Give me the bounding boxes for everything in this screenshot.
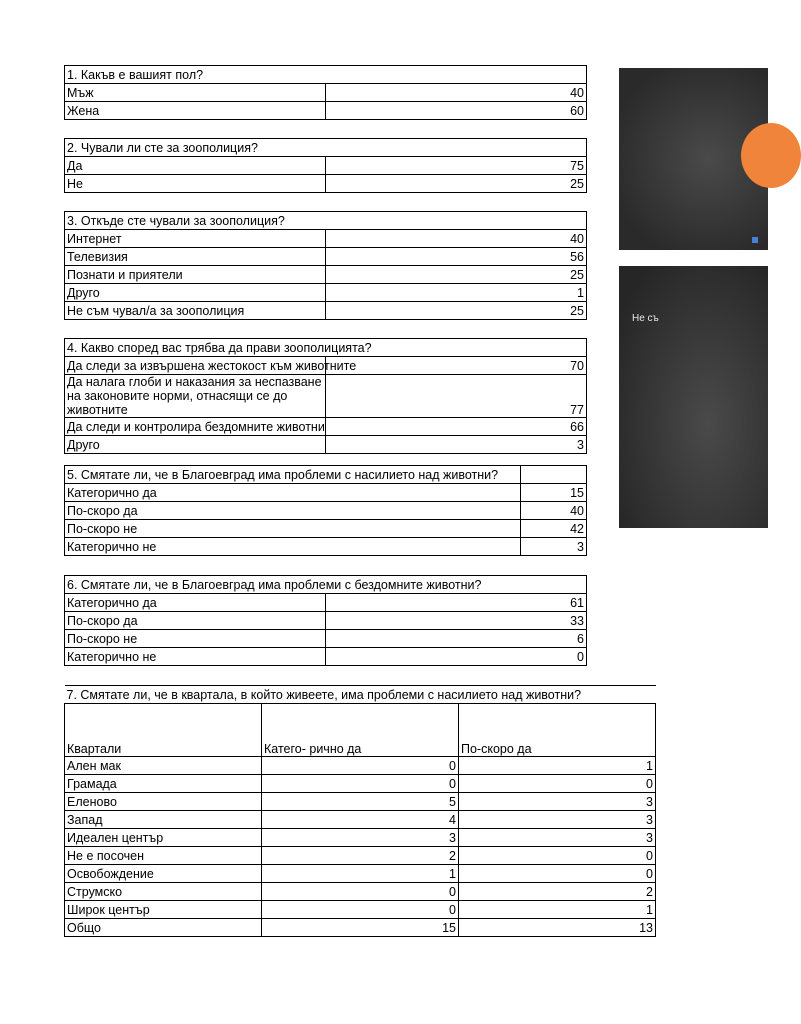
question-1: 1. Какъв е вашият пол? (65, 66, 587, 84)
question-5: 5. Смятате ли, че в Благоевград има проблеми с насилието над животни? (65, 466, 521, 484)
table-row: Телевизия 56 (65, 248, 587, 266)
table-row: Не съм чувал/а за зоополиция 25 (65, 302, 587, 320)
table-q7 (64, 685, 656, 937)
column-header-definitely-yes: Катего- рично да (262, 704, 459, 757)
table-row: Не е посочен 2 0 (65, 847, 656, 865)
question-7: 7. Смятате ли, че в квартала, в който живеете, има проблеми с насилието над животни? (65, 686, 656, 704)
table-row: Широк център 0 1 (65, 901, 656, 919)
table-row: Еленово 5 3 (65, 793, 656, 811)
column-header-districts: Квартали (65, 704, 262, 757)
table-row: Идеален център 3 3 (65, 829, 656, 847)
question-6: 6. Смятате ли, че в Благоевград има проблеми с бездомните животни? (65, 576, 587, 594)
table-row: Да 75 (65, 157, 587, 175)
table-row: Интернет 40 (65, 230, 587, 248)
table-row: Категорично да 61 (65, 594, 587, 612)
table-q4 (64, 338, 587, 454)
table-row: Струмско 0 2 (65, 883, 656, 901)
column-header-rather-yes: По-скоро да (459, 704, 656, 757)
table-row: Да налага глоби и наказания за неспазване на законовите норми, отнасящи се до животните 77 (65, 375, 587, 418)
table-row: По-скоро да 40 (65, 502, 587, 520)
table-row: Да следи за извършена жестокост към животните 70 (65, 357, 587, 375)
table-q2 (64, 138, 587, 193)
table-q1 (64, 65, 587, 120)
table-row: По-скоро не 6 (65, 630, 587, 648)
table-row: Мъж 40 (65, 84, 587, 102)
table-q3 (64, 211, 587, 320)
table-row: Категорично не 0 (65, 648, 587, 666)
table-row: Категорично да 15 (65, 484, 587, 502)
table-row: Друго 1 (65, 284, 587, 302)
table-row: Категорично не 3 (65, 538, 587, 556)
question-3: 3. Откъде сте чували за зоополиция? (65, 212, 587, 230)
pie-slice (741, 123, 801, 188)
table-row: По-скоро не 42 (65, 520, 587, 538)
chart-thumbnail-1 (619, 68, 768, 250)
table-row: Жена 60 (65, 102, 587, 120)
table-row: По-скоро да 33 (65, 612, 587, 630)
chart-thumbnail-2 (619, 266, 768, 528)
table-row: Не 25 (65, 175, 587, 193)
table-row: Да следи и контролира бездомните животни 66 (65, 418, 587, 436)
table-row: Запад 4 3 (65, 811, 656, 829)
question-2: 2. Чували ли сте за зоополиция? (65, 139, 587, 157)
table-q6 (64, 575, 587, 666)
table-row-total: Общо 15 13 (65, 919, 656, 937)
legend-marker (752, 237, 758, 243)
table-row: Ален мак 0 1 (65, 757, 656, 775)
table-row: Друго 3 (65, 436, 587, 454)
table-row: Грамада 0 0 (65, 775, 656, 793)
chart-thumbnail-label: Не съ (632, 313, 659, 324)
table-row: Познати и приятели 25 (65, 266, 587, 284)
table-q5 (64, 465, 587, 556)
table-row: Освобождение 1 0 (65, 865, 656, 883)
question-4: 4. Какво според вас трябва да прави зоополицията? (65, 339, 587, 357)
